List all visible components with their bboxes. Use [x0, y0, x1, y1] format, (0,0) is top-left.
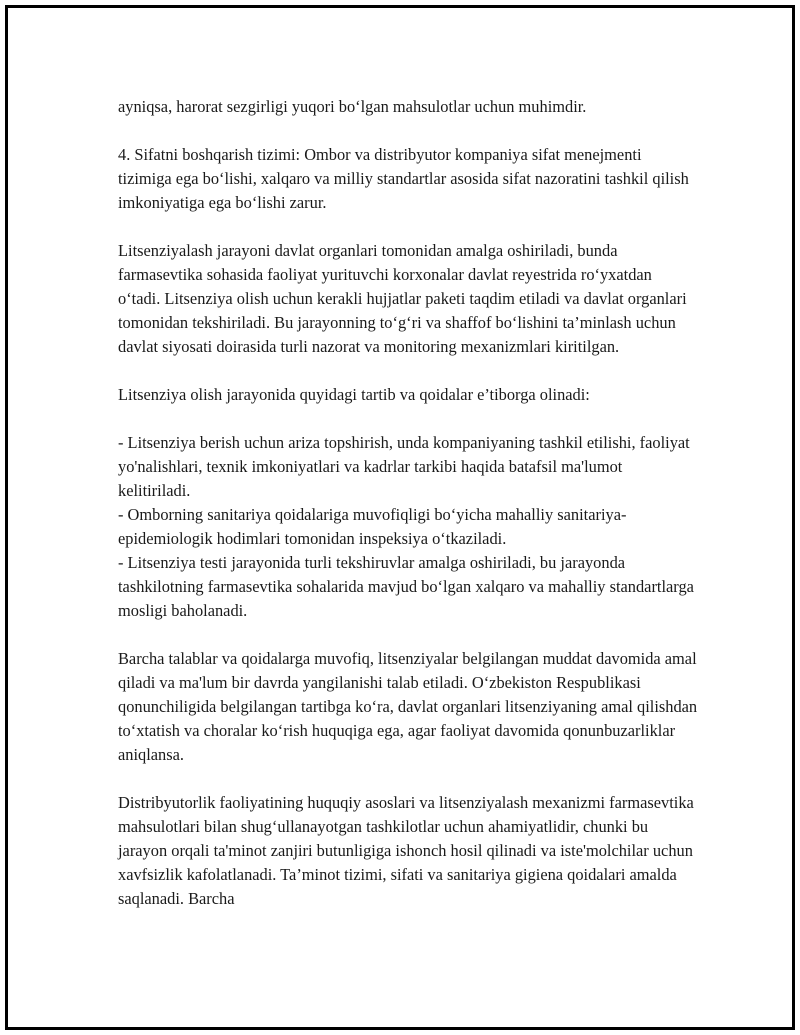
paragraph-continuation: ayniqsa, harorat sezgirligi yuqori bo‘lgan mahsulotlar uchun muhimdir. [118, 97, 587, 116]
paragraph-list-intro: Litsenziya olish jarayonida quyidagi tartib va qoidalar e’tiborga olinadi: [118, 385, 590, 404]
list-item: - Litsenziya berish uchun ariza topshirish, unda kompaniyaning tashkil etilishi, faoliyat yo'nalishlari, texnik imkoniyatlari va kadrlar tarkibi haqida batafsil ma'lumot kelitiriladi. [118, 433, 690, 500]
requirements-list [118, 431, 698, 623]
paragraph-licensing-process: Litsenziyalash jarayoni davlat organlari tomonidan amalga oshiriladi, bunda farmasevtika sohasida faoliyat yurituvchi korxonalar davlat reyestrida ro‘yxatdan o‘tadi. Litsenziya olish uchun kerakli hujjatlar paketi taqdim etiladi va davlat organlari tomonidan tekshiriladi. Bu jarayonning to‘g‘ri va shaffof bo‘lishini ta’minlash uchun davlat siyosati doirasida turli nazorat va monitoring mexanizmlari kiritilgan. [118, 241, 687, 356]
paragraph-quality-management: 4. Sifatni boshqarish tizimi: Ombor va distribyutor kompaniya sifat menejmenti tizimiga ega bo‘lishi, xalqaro va milliy standartlar asosida sifat nazoratini tashkil qilish imkoniyatiga ega bo‘lishi zarur. [118, 145, 689, 212]
paragraph-license-validity: Barcha talablar va qoidalarga muvofiq, litsenziyalar belgilangan muddat davomida amal qiladi va ma'lum bir davrda yangilanishi talab etiladi. O‘zbekiston Respublikasi qonunchiligida belgilangan tartibga ko‘ra, davlat organlari litsenziyaning amal qilishdan to‘xtatish va choralar ko‘rish huquqiga ega, agar faoliyat davomida qonunbuzarliklar aniqlansa. [118, 649, 698, 764]
paragraph-conclusion: Distribyutorlik faoliyatining huquqiy asoslari va litsenziyalash mexanizmi farmasevtika mahsulotlari bilan shug‘ullanayotgan tashkilotlar uchun ahamiyatlidir, chunki bu jarayon orqali ta'minot zanjiri butunligiga ishonch hosil qilinadi va iste'molchilar uchun xavfsizlik kafolatlanadi. Ta’minot tizimi, sifati va sanitariya gigiena qoidalari amalda saqlanadi. Barcha [118, 793, 694, 908]
list-item: - Omborning sanitariya qoidalariga muvofiqligi bo‘yicha mahalliy sanitariya-epidemiologik hodimlari tomonidan inspeksiya o‘tkaziladi. [118, 505, 627, 548]
document-body [118, 95, 698, 935]
list-item: - Litsenziya testi jarayonida turli tekshiruvlar amalga oshiriladi, bu jarayonda tashkilotning farmasevtika sohalarida mavjud bo‘lgan xalqaro va mahalliy standartlarga mosligi baholanadi. [118, 553, 694, 620]
